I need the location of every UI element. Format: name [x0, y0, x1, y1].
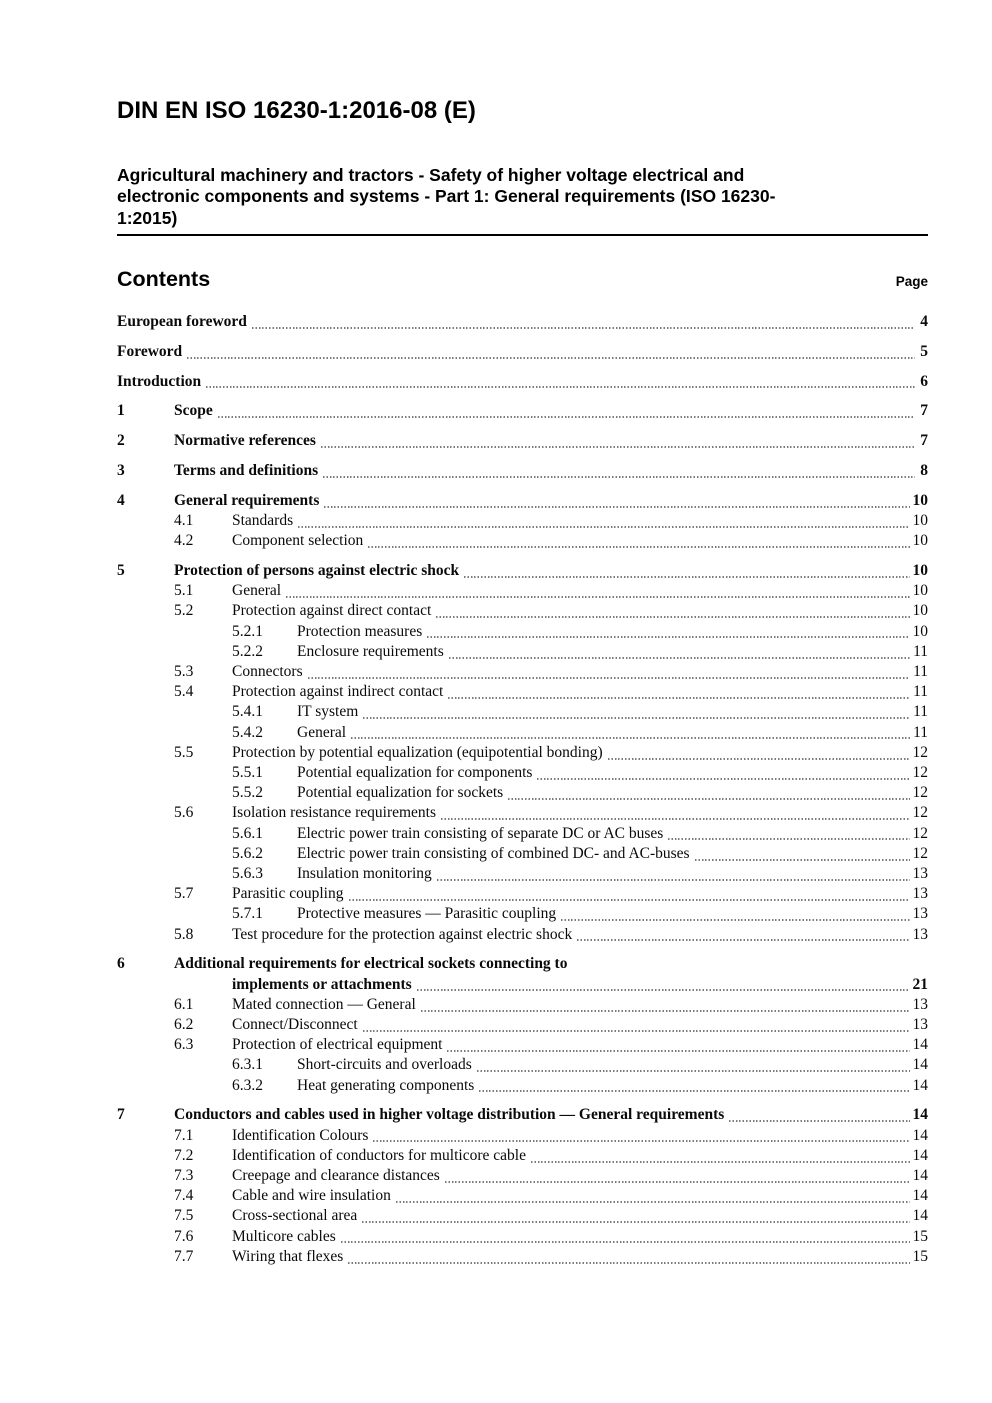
toc-entry-number: 5.6.1 [232, 824, 263, 842]
toc-entry-title: Additional requirements for electrical sockets connecting to [174, 955, 568, 973]
toc-entry-title: IT system [297, 703, 359, 721]
toc-leader-dots [577, 939, 909, 941]
toc-entry-page: 5 [920, 342, 928, 360]
toc-leader-dots [427, 636, 909, 638]
toc-entry-page: 14 [912, 1146, 928, 1164]
toc-entry-title: Wiring that flexes [232, 1247, 344, 1265]
toc-leader-dots [321, 446, 915, 448]
toc-leader-dots [373, 1140, 909, 1142]
toc-row [117, 1227, 928, 1247]
toc-entry-page: 13 [912, 865, 928, 883]
toc-entry-page: 4 [920, 313, 928, 331]
toc-entry-page: 12 [912, 844, 928, 862]
toc-leader-dots [363, 1030, 910, 1032]
toc-row [117, 1166, 928, 1186]
toc-entry-number: 5.4.1 [232, 703, 263, 721]
toc-entry-title: General [232, 582, 282, 600]
toc-entry-title: Electric power train consisting of separate DC or AC buses [297, 824, 664, 842]
toc-leader-dots [351, 737, 910, 739]
toc-row [117, 702, 928, 722]
doc-title-line: 1:2015) [117, 207, 178, 228]
toc-leader-dots [286, 596, 909, 598]
toc-entry-title: Conductors and cables used in higher voltage distribution — General requirements [174, 1106, 725, 1124]
toc-row [117, 925, 928, 945]
toc-entry-page: 14 [912, 1126, 928, 1144]
toc-leader-dots [508, 798, 909, 800]
toc-entry-number: 4.2 [174, 532, 194, 550]
toc-entry-number: 7.7 [174, 1247, 194, 1265]
toc-entry-page: 12 [912, 824, 928, 842]
toc-row [117, 975, 928, 995]
toc-leader-dots [218, 416, 915, 418]
toc-leader-dots [349, 899, 910, 901]
toc-row [117, 461, 928, 481]
toc-row [117, 904, 928, 924]
toc-leader-dots [477, 1070, 910, 1072]
toc-entry-number: 5.5.1 [232, 764, 263, 782]
toc-entry-page: 14 [912, 1167, 928, 1185]
toc-entry-number: 5.5 [174, 743, 194, 761]
toc-entry-number: 2 [117, 432, 125, 450]
toc-leader-dots [608, 758, 910, 760]
doc-title-line: Agricultural machinery and tractors - Safety of higher voltage electrical and [117, 164, 745, 185]
toc-entry-page: 10 [912, 582, 928, 600]
toc-entry-page: 14 [912, 1056, 928, 1074]
toc-row [117, 491, 928, 511]
toc-entry-number: 5.6.2 [232, 844, 263, 862]
toc-entry-title: Protection against direct contact [232, 602, 432, 620]
toc-entry-title: Multicore cables [232, 1227, 336, 1245]
toc-entry-number: 5.1 [174, 582, 194, 600]
toc-entry-page: 14 [912, 1187, 928, 1205]
toc-entry-title: Identification Colours [232, 1126, 369, 1144]
toc-leader-dots [252, 327, 915, 329]
toc-row [117, 561, 928, 581]
toc-entry-page: 11 [913, 703, 928, 721]
toc-leader-dots [448, 697, 910, 699]
toc-entry-page: 14 [912, 1106, 928, 1124]
contents-header [117, 268, 928, 292]
toc-leader-dots [437, 879, 910, 881]
toc-entry-number: 5.2.2 [232, 642, 263, 660]
toc-leader-dots [668, 838, 909, 840]
toc-entry-title: Insulation monitoring [297, 865, 432, 883]
toc-row [117, 1186, 928, 1206]
toc-row [117, 342, 928, 362]
toc-entry-number: 7.2 [174, 1146, 194, 1164]
toc-row [117, 372, 928, 392]
toc-entry-page: 10 [912, 532, 928, 550]
toc-row [117, 622, 928, 642]
toc-row [117, 1126, 928, 1146]
toc-leader-dots [298, 526, 909, 528]
toc-leader-dots [531, 1161, 910, 1163]
toc-entry-title: Short-circuits and overloads [297, 1056, 472, 1074]
toc-entry-page: 6 [920, 372, 928, 390]
toc-entry-page: 12 [912, 784, 928, 802]
toc-row [117, 743, 928, 763]
toc-entry-title: European foreword [117, 313, 247, 331]
toc-leader-dots [308, 677, 910, 679]
toc-leader-dots [396, 1201, 910, 1203]
toc-entry-title: Protection of persons against electric shock [174, 562, 460, 579]
toc-row [117, 995, 928, 1015]
toc-leader-dots [206, 386, 915, 388]
toc-entry-title: Heat generating components [297, 1076, 475, 1094]
toc-entry-title: Protection by potential equalization (equipotential bonding) [232, 743, 603, 761]
toc-entry-page: 12 [912, 804, 928, 822]
toc-entry-page: 15 [912, 1247, 928, 1265]
toc-entry-number: 5.3 [174, 663, 194, 681]
toc-entry-title: Identification of conductors for multicore cable [232, 1146, 526, 1164]
toc-row [117, 1035, 928, 1055]
toc-row [117, 844, 928, 864]
toc-entry-title: Introduction [117, 372, 202, 390]
toc-entry-title: Terms and definitions [174, 462, 319, 479]
toc-entry-title: Potential equalization for components [297, 764, 533, 782]
toc-row [117, 803, 928, 823]
toc-leader-dots [323, 476, 915, 478]
toc-row [117, 431, 928, 451]
toc-entry-page: 7 [920, 432, 928, 450]
toc-entry-number: 7.4 [174, 1187, 194, 1205]
toc-row [117, 824, 928, 844]
toc-entry-title: Test procedure for the protection against electric shock [232, 925, 573, 943]
toc-row [117, 401, 928, 421]
toc-row [117, 1247, 928, 1267]
toc-entry-title: Cross-sectional area [232, 1207, 358, 1225]
toc-leader-dots [464, 576, 909, 578]
toc-row [117, 682, 928, 702]
toc-entry-page: 10 [912, 622, 928, 640]
toc-row [117, 954, 928, 974]
toc-entry-page: 14 [912, 1076, 928, 1094]
toc-entry-title: General [297, 723, 347, 741]
toc-entry-number: 6.3 [174, 1036, 194, 1054]
toc-entry-page: 11 [913, 723, 928, 741]
toc-leader-dots [348, 1262, 909, 1264]
toc-row [117, 723, 928, 743]
toc-entry-page: 8 [920, 462, 928, 479]
toc-entry-title: Potential equalization for sockets [297, 784, 504, 802]
toc-leader-dots [561, 919, 909, 921]
toc-leader-dots [341, 1241, 910, 1243]
toc-entry-number: 6 [117, 955, 125, 973]
toc-row [117, 864, 928, 884]
toc-row [117, 884, 928, 904]
toc-entry-number: 6.3.1 [232, 1056, 263, 1074]
toc-entry-number: 7.1 [174, 1126, 194, 1144]
toc-entry-number: 7 [117, 1106, 125, 1124]
toc-row [117, 531, 928, 551]
toc-entry-page: 14 [912, 1036, 928, 1054]
toc-row [117, 783, 928, 803]
toc-entry-page: 13 [912, 1016, 928, 1034]
toc-leader-dots [368, 546, 909, 548]
toc-entry-title: Enclosure requirements [297, 642, 444, 660]
toc-entry-title: Protection against indirect contact [232, 683, 444, 701]
toc-entry-title: Protection measures [297, 622, 423, 640]
toc-entry-page: 11 [913, 683, 928, 701]
toc-entry-number: 4.1 [174, 512, 194, 529]
toc-entry-number: 5.2 [174, 602, 194, 620]
toc-entry-number: 5.7 [174, 885, 194, 903]
toc-row [117, 601, 928, 621]
toc-leader-dots [362, 1221, 909, 1223]
toc-leader-dots [324, 506, 909, 508]
toc-entry-page: 10 [912, 512, 928, 529]
toc-entry-page: 15 [912, 1227, 928, 1245]
toc-entry-title: Connectors [232, 663, 303, 681]
toc-leader-dots [436, 616, 909, 618]
toc-leader-dots [363, 717, 910, 719]
toc-entry-title: Creepage and clearance distances [232, 1167, 440, 1185]
toc-leader-dots [537, 778, 909, 780]
toc-entry-title: Protection of electrical equipment [232, 1036, 443, 1054]
title-rule [117, 234, 928, 236]
toc-row [117, 1055, 928, 1075]
toc-entry-number: 6.3.2 [232, 1076, 263, 1094]
toc-leader-dots [479, 1090, 909, 1092]
toc-entry-page: 14 [912, 1207, 928, 1225]
toc-entry-title: Connect/Disconnect [232, 1016, 358, 1034]
toc-entry-page: 11 [913, 642, 928, 660]
toc-entry-title: Parasitic coupling [232, 885, 344, 903]
toc-entry-number: 5.4.2 [232, 723, 263, 741]
toc-row [117, 511, 928, 531]
toc-row [117, 1146, 928, 1166]
toc-entry-title: Mated connection — General [232, 995, 416, 1013]
toc-entry-title: implements or attachments [232, 975, 412, 993]
toc-entry-page: 10 [912, 562, 928, 579]
toc-entry-title: Foreword [117, 342, 183, 360]
toc-entry-number: 7.3 [174, 1167, 194, 1185]
toc-entry-title: Standards [232, 512, 294, 529]
doc-title [117, 165, 928, 230]
toc-leader-dots [695, 859, 910, 861]
toc-entry-title: Electric power train consisting of combined DC- and AC-buses [297, 844, 690, 862]
doc-title-line: electronic components and systems - Part 1: General requirements (ISO 16230- [117, 186, 776, 207]
toc-entry-page: 21 [912, 975, 928, 993]
toc-leader-dots [445, 1181, 910, 1183]
toc-entry-number: 5.6.3 [232, 865, 263, 883]
toc-list [117, 312, 928, 1267]
toc-entry-title: Normative references [174, 432, 316, 450]
toc-entry-page: 7 [920, 402, 928, 420]
toc-leader-dots [441, 818, 909, 820]
toc-entry-page: 12 [912, 743, 928, 761]
toc-entry-number: 4 [117, 491, 125, 509]
toc-entry-page: 11 [913, 663, 928, 681]
toc-entry-title: Component selection [232, 532, 364, 550]
toc-entry-number: 5.2.1 [232, 622, 263, 640]
doc-number: DIN EN ISO 16230-1:2016-08 (E) [117, 97, 476, 124]
toc-entry-number: 5.7.1 [232, 905, 263, 923]
toc-entry-page: 13 [912, 995, 928, 1013]
toc-entry-number: 7.6 [174, 1227, 194, 1245]
toc-leader-dots [729, 1120, 909, 1122]
toc-entry-page: 13 [912, 905, 928, 923]
toc-entry-number: 1 [117, 402, 125, 420]
toc-entry-title: Protective measures — Parasitic coupling [297, 905, 557, 923]
toc-row [117, 662, 928, 682]
toc-leader-dots [187, 357, 915, 359]
toc-entry-title: Scope [174, 402, 213, 420]
toc-row [117, 763, 928, 783]
toc-leader-dots [447, 1050, 909, 1052]
toc-entry-number: 5.5.2 [232, 784, 263, 802]
contents-heading: Contents [117, 267, 211, 292]
toc-entry-page: 13 [912, 885, 928, 903]
toc-entry-page: 13 [912, 925, 928, 943]
toc-entry-number: 5 [117, 562, 125, 579]
toc-entry-title: Isolation resistance requirements [232, 804, 437, 822]
toc-entry-page: 10 [912, 602, 928, 620]
toc-entry-number: 3 [117, 462, 125, 479]
toc-leader-dots [417, 989, 910, 991]
toc-entry-title: Cable and wire insulation [232, 1187, 391, 1205]
toc-row [117, 642, 928, 662]
toc-entry-number: 5.6 [174, 804, 194, 822]
toc-entry-title: General requirements [174, 491, 320, 509]
page-column-label: Page [895, 274, 928, 290]
toc-row [117, 581, 928, 601]
toc-row [117, 1076, 928, 1096]
toc-entry-page: 10 [912, 491, 928, 509]
toc-leader-dots [421, 1010, 910, 1012]
toc-row [117, 312, 928, 332]
toc-row [117, 1206, 928, 1226]
toc-entry-page: 12 [912, 764, 928, 782]
toc-entry-number: 7.5 [174, 1207, 194, 1225]
toc-entry-number: 5.8 [174, 925, 194, 943]
toc-entry-number: 6.2 [174, 1016, 194, 1034]
toc-entry-number: 6.1 [174, 995, 194, 1013]
toc-row [117, 1015, 928, 1035]
toc-entry-number: 5.4 [174, 683, 194, 701]
toc-row [117, 1105, 928, 1125]
toc-leader-dots [449, 657, 910, 659]
